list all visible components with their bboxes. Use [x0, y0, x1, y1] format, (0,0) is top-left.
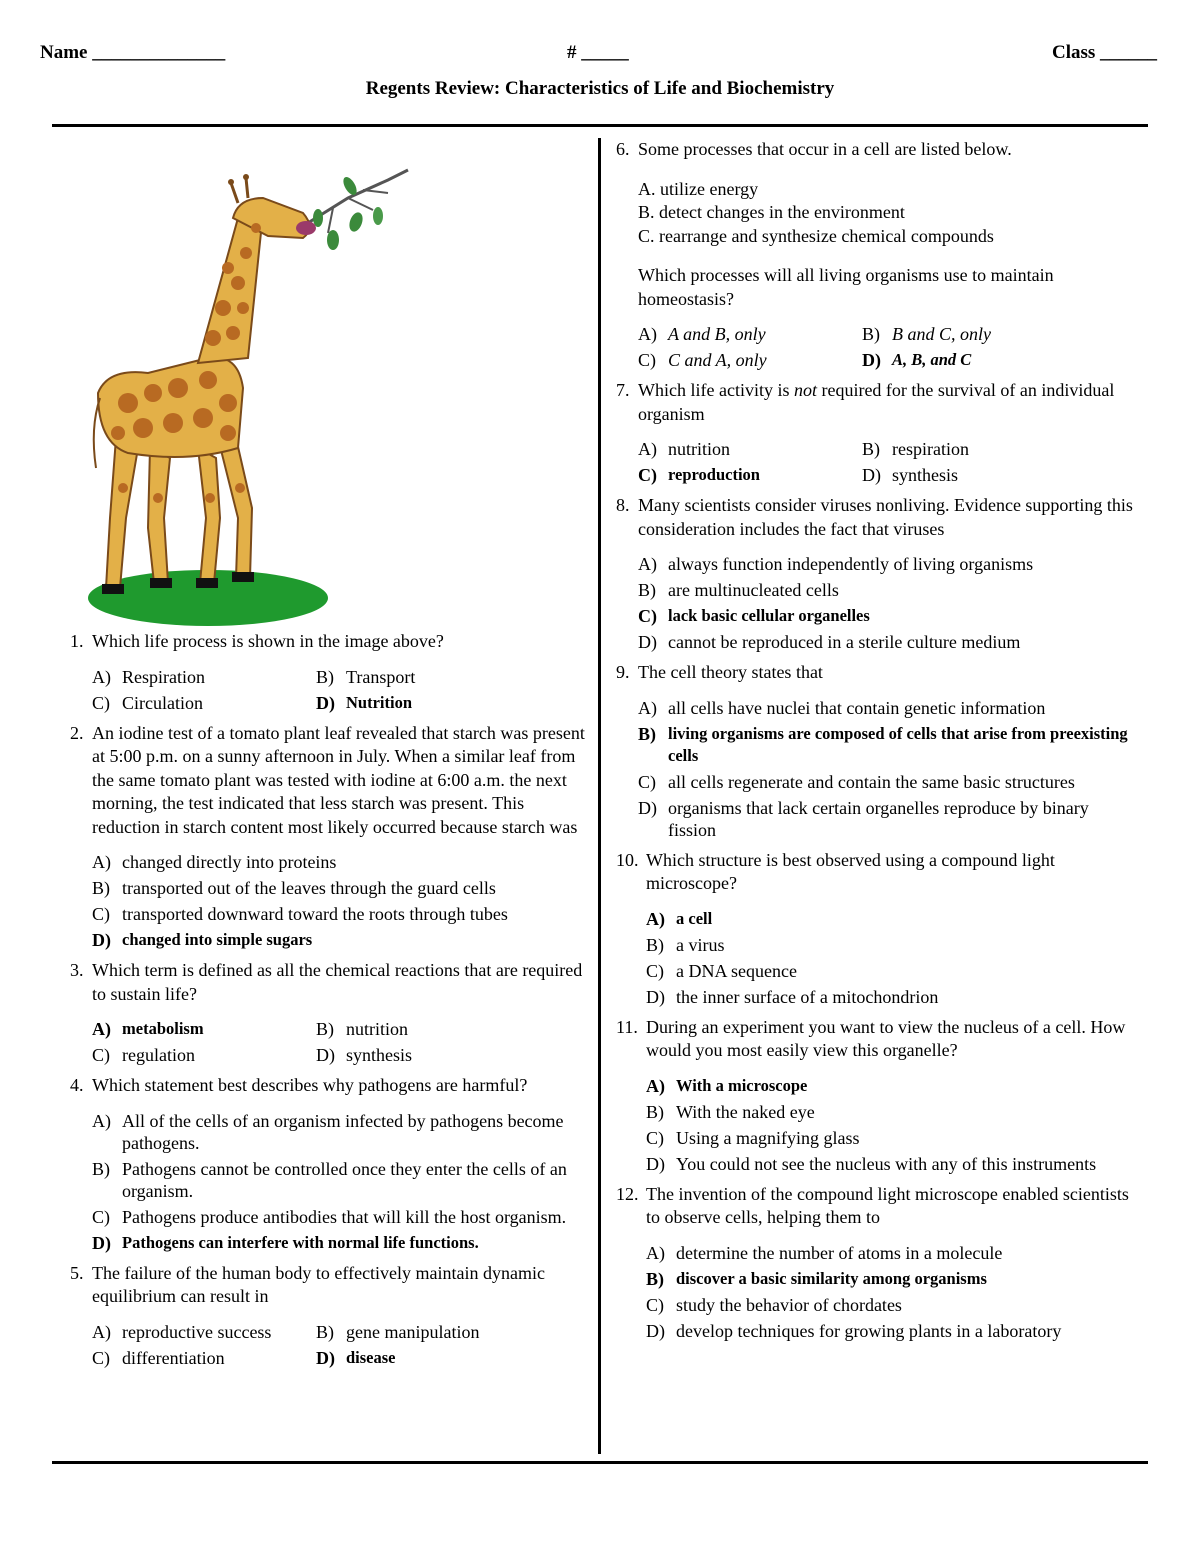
question-4: 4. Which statement best describes why pathogens are harmful? A) All of the cells of an organism infected by pathogens become pathogens. B) Pathogens cannot be controlled once they enter the cells of an organism. C) Pathogens produce antibodies that will kill the host organism. D) Pathogens can interfere with normal life functions.: [70, 1074, 590, 1254]
question-text: Which life activity is not required for the survival of an individual organism: [638, 380, 1115, 424]
process-list: [638, 178, 1141, 249]
choice-a: A) Respiration: [92, 666, 205, 687]
question-text: Many scientists consider viruses nonliving. Evidence supporting this consideration includes the fact that viruses: [638, 495, 1133, 539]
name-field-label: Name ______________: [40, 42, 226, 63]
top-divider: [52, 124, 1148, 127]
choice-a: A) always function independently of living organisms: [638, 554, 1034, 574]
choice-a: A) all cells have nuclei that contain genetic information: [638, 697, 1046, 718]
question-2: 2. An iodine test of a tomato plant leaf revealed that starch was present at 5:00 p.m. on a sunny afternoon in July. When a similar leaf from the same tomato plant was tested with iodine at 6:00 a.m. the next morning, the test indicated that less starch was present. This reduction in starch content most likely occurred because starch was A) changed directly into proteins B) transported out of the leaves through the guard cells C) transported downward toward the roots through tubes D) changed into simple sugars: [70, 722, 590, 952]
choice-c: C) a DNA sequence: [646, 960, 797, 981]
question-7: 7. Which life activity is not required for the survival of an individual organism A) nutrition B) respiration C) reproduction D) synthesis: [616, 379, 1141, 486]
choice-c-correct: C) reproduction: [638, 465, 760, 485]
choice-a-correct: A) With a microscope: [646, 1075, 808, 1096]
choice-c: C) differentiation: [92, 1347, 225, 1368]
choice-b: B) a virus: [646, 934, 725, 955]
choice-b: B) B and C, only: [862, 324, 991, 344]
question-6: 6. Some processes that occur in a cell are listed below. A. utilize energy B. detect changes in the environment C. rearrange and synthesize chemical compounds Which processes will all living organisms use to maintain homeostasis? A) A and B, only B) B and C, only C) C and A, only D) A, B, and C: [616, 138, 1141, 371]
choice-d: D) organisms that lack certain organelles reproduce by binary fission: [638, 797, 1089, 840]
right-column: [616, 138, 1141, 1350]
choice-b: B) Transport: [316, 666, 416, 687]
choice-a-correct: A) a cell: [646, 908, 713, 929]
choice-d-correct: D) A, B, and C: [862, 350, 972, 370]
question-text: During an experiment you want to view the nucleus of a cell. How would you most easily view this organelle?: [646, 1016, 1126, 1060]
choice-c: C) study the behavior of chordates: [646, 1294, 902, 1315]
question-text: Which term is defined as all the chemical reactions that are required to sustain life?: [92, 960, 583, 1004]
choice-b-correct: B) discover a basic similarity among organisms: [646, 1268, 987, 1289]
choice-a: A) reproductive success: [92, 1321, 272, 1342]
choice-c: C) Using a magnifying glass: [646, 1127, 860, 1148]
process-item: B. detect changes in the environment: [638, 202, 905, 222]
question-text: An iodine test of a tomato plant leaf revealed that starch was present at 5:00 p.m. on a sunny afternoon in July. When a similar leaf from the same tomato plant was tested with iodine at 6:00 a.m. the next morning, the test indicated that less starch was present. This reduction in starch content most likely occurred because starch was: [92, 722, 585, 837]
choice-a: A) determine the number of atoms in a molecule: [646, 1242, 1003, 1263]
question-text: Which structure is best observed using a compound light microscope?: [646, 849, 1055, 893]
question-8: 8. Many scientists consider viruses nonliving. Evidence supporting this consideration includes the fact that viruses A) always function independently of living organisms B) are multinucleated cells C) lack basic cellular organelles D) cannot be reproduced in a sterile culture medium: [616, 494, 1141, 653]
question-text: Some processes that occur in a cell are listed below.: [638, 139, 1012, 159]
choice-b-correct: B) living organisms are composed of cells that arise from preexisting cells: [638, 723, 1128, 765]
class-field-label: Class ______: [1052, 42, 1158, 63]
question-text: The failure of the human body to effectively maintain dynamic equilibrium can result in: [92, 1262, 546, 1306]
left-column: [70, 630, 590, 1377]
choice-a: A) All of the cells of an organism infected by pathogens become pathogens.: [92, 1110, 564, 1153]
choice-a: A) A and B, only: [638, 324, 766, 344]
giraffe-icon: [88, 158, 418, 628]
page-title: Regents Review: Characteristics of Life and Biochemistry: [365, 78, 835, 99]
choice-d-correct: D) Nutrition: [316, 692, 412, 713]
question-text: The invention of the compound light microscope enabled scientists to observe cells, helping them to: [646, 1183, 1129, 1227]
question-10: 10. Which structure is best observed using a compound light microscope? A) a cell B) a virus C) a DNA sequence D) the inner surface of a mitochondrion: [616, 849, 1141, 1008]
choice-c: C) all cells regenerate and contain the same basic structures: [638, 771, 1075, 792]
question-11: 11. During an experiment you want to view the nucleus of a cell. How would you most easily view this organelle? A) With a microscope B) With the naked eye C) Using a magnifying glass D) You could not see the nucleus with any of this instruments: [616, 1016, 1141, 1175]
question-9: 9. The cell theory states that A) all cells have nuclei that contain genetic information B) living organisms are composed of cells that arise from preexisting cells C) all cells regenerate and contain the same basic structures D) organisms that lack certain organelles reproduce by binary fission: [616, 661, 1141, 841]
question-text: Which statement best describes why pathogens are harmful?: [92, 1075, 528, 1095]
choice-b: B) gene manipulation: [316, 1321, 480, 1342]
choice-b: B) transported out of the leaves through the guard cells: [92, 878, 496, 898]
choice-b: B) are multinucleated cells: [638, 580, 839, 600]
choice-c: C) regulation: [92, 1045, 195, 1065]
choice-a: A) nutrition: [638, 439, 730, 459]
choice-d: D) synthesis: [316, 1045, 413, 1065]
choice-d: D) cannot be reproduced in a sterile culture medium: [638, 632, 1021, 652]
column-divider: [598, 138, 601, 1454]
choice-d: D) develop techniques for growing plants in a laboratory: [646, 1320, 1062, 1341]
choice-d: D) the inner surface of a mitochondrion: [646, 986, 939, 1007]
question-text: Which life process is shown in the image above?: [92, 631, 444, 651]
bottom-divider: [52, 1461, 1148, 1464]
choice-a: A) changed directly into proteins: [92, 852, 337, 872]
question-5: 5. The failure of the human body to effectively maintain dynamic equilibrium can result in A) reproductive success B) gene manipulation C) differentiation D) disease: [70, 1262, 590, 1369]
choice-b: B) Pathogens cannot be controlled once they enter the cells of an organism.: [92, 1158, 567, 1201]
process-item: A. utilize energy: [638, 178, 759, 199]
choice-d-correct: D) changed into simple sugars: [92, 930, 313, 950]
choice-c: C) Pathogens produce antibodies that will kill the host organism.: [92, 1206, 567, 1227]
choice-d: D) You could not see the nucleus with any of this instruments: [646, 1153, 1097, 1174]
choice-d-correct: D) Pathogens can interfere with normal life functions.: [92, 1232, 479, 1253]
question-text: The cell theory states that: [638, 662, 823, 682]
choice-c-correct: C) lack basic cellular organelles: [638, 606, 870, 626]
choice-c: C) Circulation: [92, 692, 203, 713]
choice-c: C) transported downward toward the roots through tubes: [92, 904, 508, 924]
number-field-label: # _____: [567, 42, 629, 63]
process-item: C. rearrange and synthesize chemical compounds: [638, 225, 994, 246]
choice-b: B) respiration: [862, 439, 969, 459]
question-followup: Which processes will all living organisms use to maintain homeostasis?: [638, 265, 1054, 309]
choice-b: B) nutrition: [316, 1019, 408, 1039]
choice-b: B) With the naked eye: [646, 1101, 815, 1122]
question-12: 12. The invention of the compound light microscope enabled scientists to observe cells, helping them to A) determine the number of atoms in a molecule B) discover a basic similarity among organisms C) study the behavior of chordates D) develop techniques for growing plants in a laboratory: [616, 1183, 1141, 1342]
question-3: 3. Which term is defined as all the chemical reactions that are required to sustain life? A) metabolism B) nutrition C) regulation D) synthesis: [70, 959, 590, 1066]
choice-a-correct: A) metabolism: [92, 1019, 204, 1039]
choice-d-correct: D) disease: [316, 1347, 396, 1368]
choice-d: D) synthesis: [862, 465, 959, 485]
question-1: 1. Which life process is shown in the image above? A) Respiration B) Transport C) Circulation D) Nutrition: [70, 630, 590, 714]
choice-c: C) C and A, only: [638, 350, 767, 370]
